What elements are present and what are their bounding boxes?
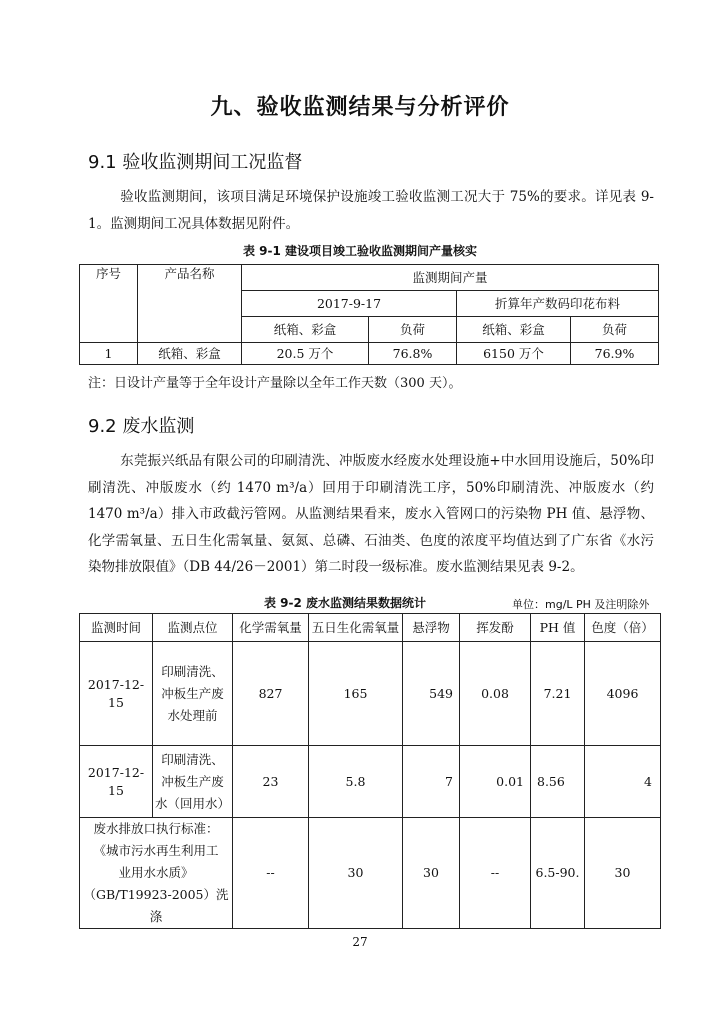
table-cell: -- (460, 818, 531, 929)
table-cell: 1 (80, 343, 138, 365)
table-row (80, 746, 661, 818)
table-9-1 (79, 264, 659, 365)
section-9-1-title: 9.1 验收监测期间工况监督 (88, 152, 303, 173)
table-cell: 30 (403, 818, 460, 929)
table-cell: 23 (233, 746, 309, 818)
table-cell: 6.5-90. (531, 818, 585, 929)
table-cell: 4 (585, 746, 661, 818)
table-cell: 4096 (585, 642, 661, 746)
table-9-1-note: 注：日设计产量等于全年设计产量除以全年工作天数（300 天）。 (88, 376, 462, 391)
table-cell: 76.8% (369, 343, 457, 365)
table-cell: 30 (309, 818, 403, 929)
header-cell: 悬浮物 (403, 614, 460, 642)
table-cell: -- (233, 818, 309, 929)
table-cell: 7 (403, 746, 460, 818)
table-cell: 549 (403, 642, 460, 746)
header-seq: 序号 (80, 265, 138, 343)
table-cell: 2017-12-15 (80, 642, 153, 746)
table-cell: 6150 万个 (457, 343, 571, 365)
table-cell: 7.21 (531, 642, 585, 746)
header-cell: 化学需氧量 (233, 614, 309, 642)
table-cell: 印刷清洗、 冲板生产废 水处理前 (153, 642, 233, 746)
header-cell: 监测时间 (80, 614, 153, 642)
table-cell: 76.9% (571, 343, 659, 365)
header-cell: PH 值 (531, 614, 585, 642)
table-cell: 165 (309, 642, 403, 746)
subheader-cell: 纸箱、彩盒 (242, 317, 369, 343)
header-cell: 挥发酚 (460, 614, 531, 642)
subheader-cell: 负荷 (571, 317, 659, 343)
table-cell: 30 (585, 818, 661, 929)
section-9-1-paragraph: 验收监测期间，该项目满足环境保护设施竣工验收监测工况大于 75%的要求。详见表 9-1。监测期间工况具体数据见附件。 (88, 189, 654, 232)
section-9-2-title: 9.2 废水监测 (88, 416, 195, 437)
table-cell: 8.56 (531, 746, 585, 818)
subheader-cell: 负荷 (369, 317, 457, 343)
header-annual: 折算年产数码印花布料 (457, 291, 659, 317)
chapter-title: 九、验收监测结果与分析评价 (210, 95, 510, 120)
table-row (80, 642, 661, 746)
header-cell: 五日生化需氧量 (309, 614, 403, 642)
header-date: 2017-9-17 (242, 291, 457, 317)
table-9-2 (79, 613, 661, 929)
table-cell: 0.08 (460, 642, 531, 746)
table-cell: 5.8 (309, 746, 403, 818)
header-product: 产品名称 (138, 265, 242, 343)
table-cell: 0.01 (460, 746, 531, 818)
page-number: 27 (352, 935, 368, 949)
section-9-2-paragraph: 东莞振兴纸品有限公司的印刷清洗、冲版废水经废水处理设施+中水回用设施后，50%印刷清洗、冲版废水（约 1470 m³/a）回用于印刷清洗工序，50%印刷清洗、冲版废水（约 1470 m³/a）排入市政截污管网。从监测结果看来，废水入管网口的污染物 PH 值、悬浮物、化学需氧量、五日生化需氧量、氨氮、总磷、石油类、色度的浓度平均值达到了广东省《水污染物排放限值》（DB 44/26－2001）第二时段一级标准。废水监测结果见表 9-2。 (88, 453, 654, 575)
table-cell: 2017-12-15 (80, 746, 153, 818)
header-period-output: 监测期间产量 (242, 265, 659, 291)
header-cell: 监测点位 (153, 614, 233, 642)
table-row (80, 818, 661, 929)
table-9-2-caption: 表 9-2 废水监测结果数据统计 (264, 596, 427, 610)
subheader-cell: 纸箱、彩盒 (457, 317, 571, 343)
standard-label-cell: 废水排放口执行标准： 《城市污水再生利用工 业用水水质》 （GB/T19923-2005）洗涤 (80, 818, 233, 929)
header-cell: 色度（倍） (585, 614, 661, 642)
table-cell: 纸箱、彩盒 (138, 343, 242, 365)
table-cell: 印刷清洗、 冲板生产废 水（回用水） (153, 746, 233, 818)
table-9-2-unit: 单位：mg/L PH 及注明除外 (512, 598, 650, 611)
table-row (80, 343, 659, 365)
table-9-1-caption: 表 9-1 建设项目竣工验收监测期间产量核实 (242, 244, 478, 258)
table-cell: 827 (233, 642, 309, 746)
table-cell: 20.5 万个 (242, 343, 369, 365)
